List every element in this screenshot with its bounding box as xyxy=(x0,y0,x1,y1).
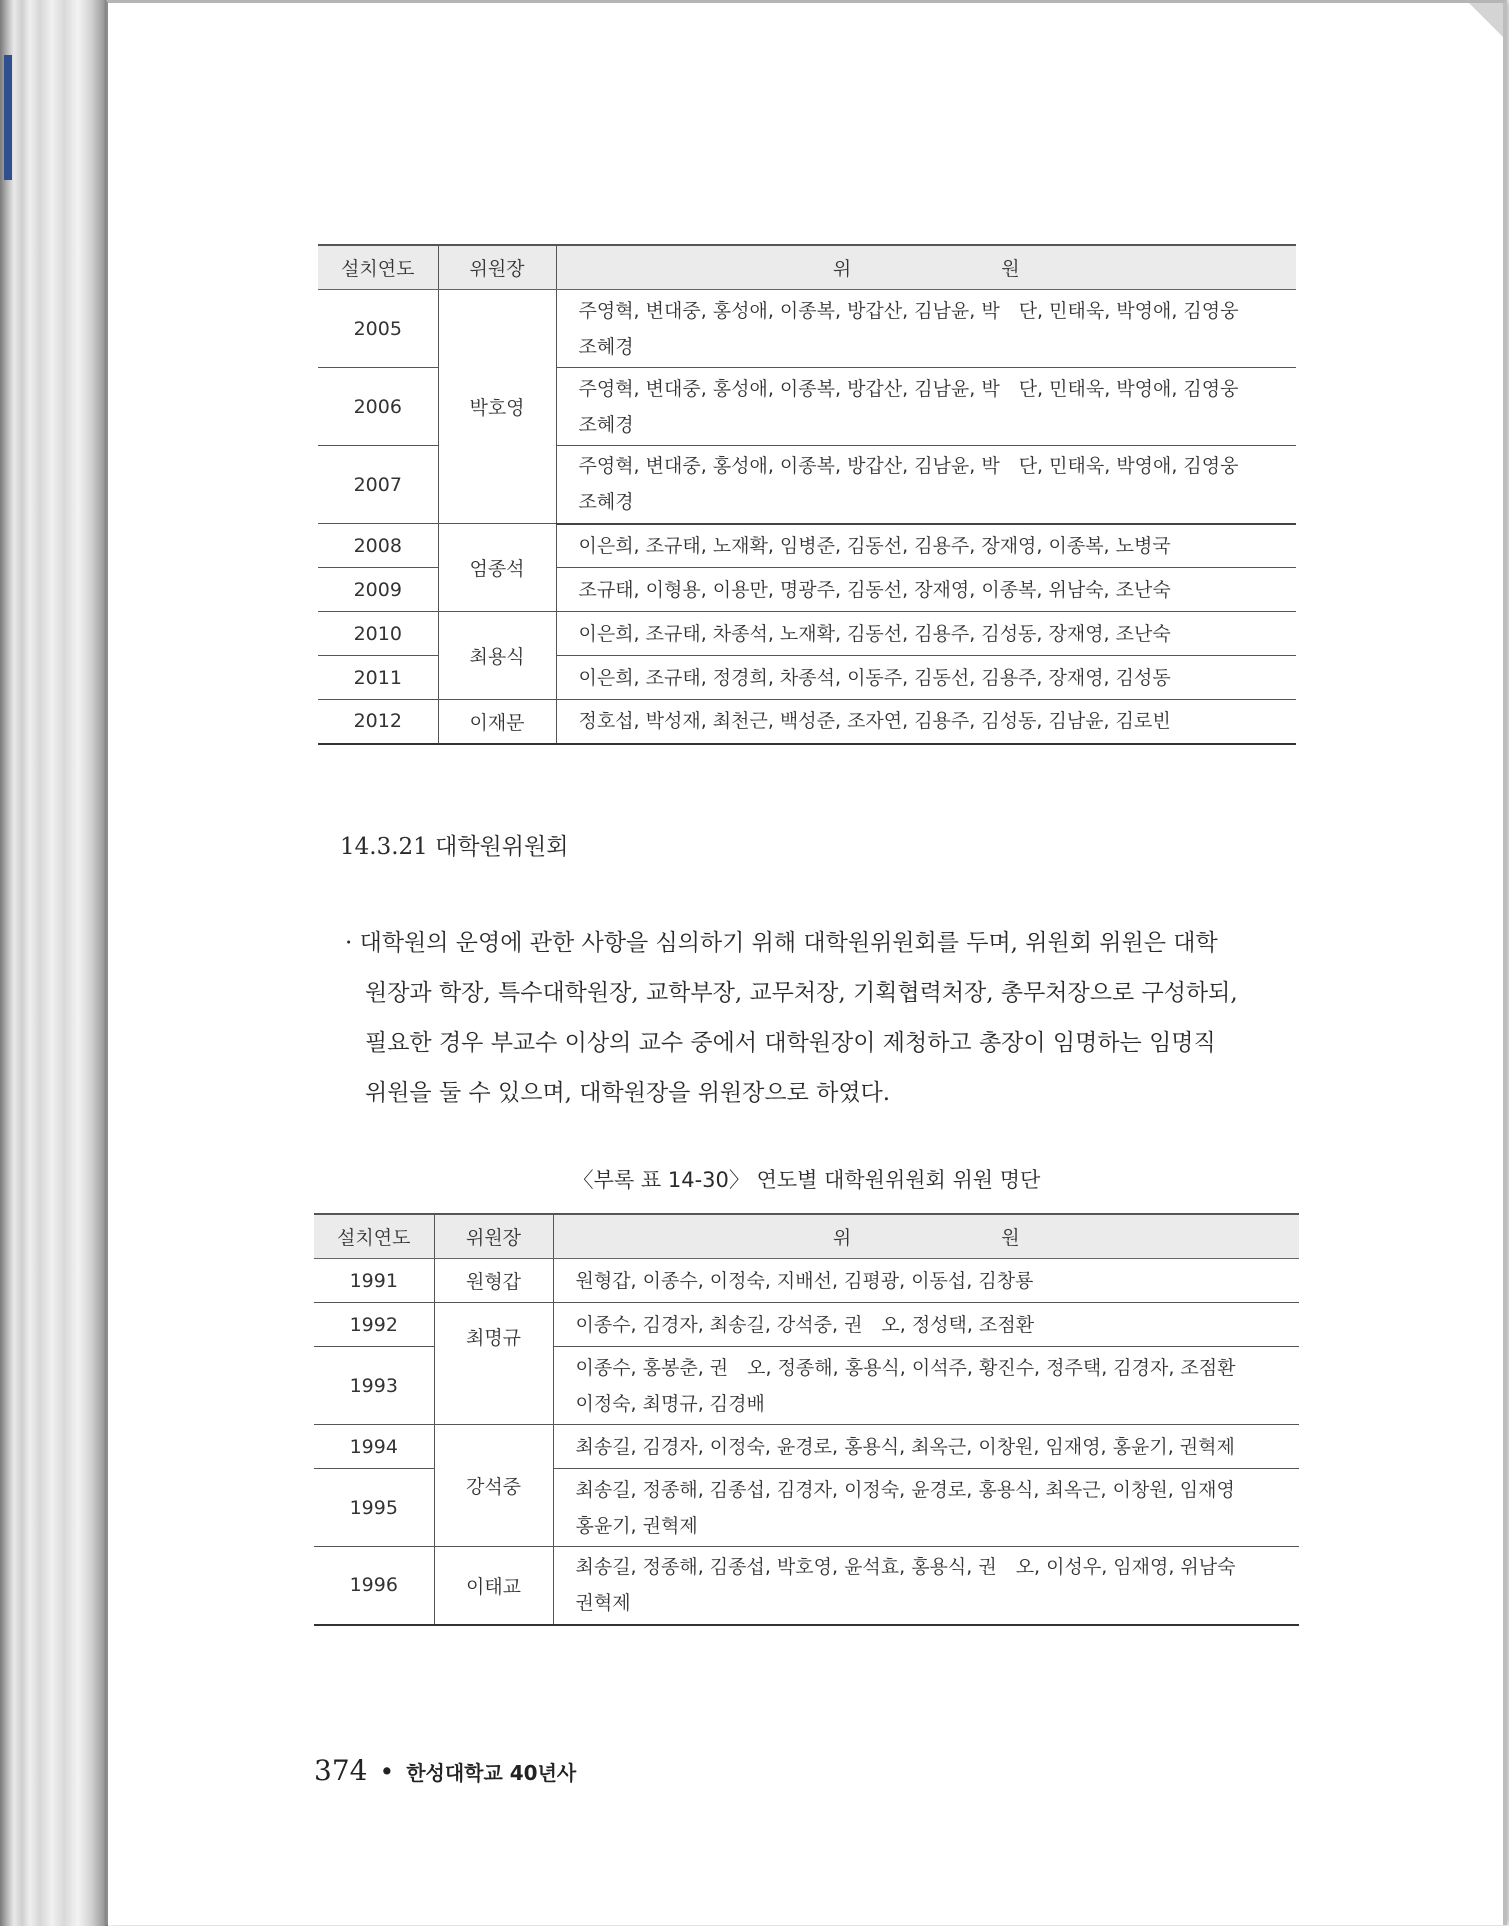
table-header-row xyxy=(314,1214,1299,1259)
paragraph-line: 위원을 둘 수 있으며, 대학원장을 위원장으로 하였다. xyxy=(365,1080,891,1106)
year-cell: 2009 xyxy=(318,568,438,612)
members-cell: 이종수, 홍봉춘, 권 오, 정종해, 홍용식, 이석주, 황진수, 정주택, 김경자, 조점환 이정숙, 최명규, 김경배 xyxy=(553,1347,1299,1425)
year-cell: 1993 xyxy=(314,1347,434,1425)
table-row xyxy=(318,524,1296,568)
table-header-row xyxy=(318,245,1296,290)
page-corner-fold xyxy=(1469,3,1503,37)
year-cell: 2012 xyxy=(318,700,438,744)
members-cell: 원형갑, 이종수, 이정숙, 지배선, 김평광, 이동섭, 김창룡 xyxy=(553,1259,1299,1303)
year-cell: 1995 xyxy=(314,1469,434,1547)
members-cell: 주영혁, 변대중, 홍성애, 이종복, 방갑산, 김남윤, 박 단, 민태욱, 박영애, 김영웅 조혜경 xyxy=(556,290,1296,368)
members-cell: 이은희, 조규태, 노재확, 임병준, 김동선, 김용주, 장재영, 이종복, 노병국 xyxy=(556,524,1296,568)
table-row xyxy=(314,1425,1299,1469)
chair-cell: 최용식 xyxy=(438,612,556,700)
page-footer xyxy=(314,1754,576,1787)
chair-cell: 최명규 xyxy=(434,1303,553,1425)
footer-bullet: • xyxy=(379,1757,395,1786)
table-row xyxy=(318,612,1296,656)
members-cell: 정호섭, 박성재, 최천근, 백성준, 조자연, 김용주, 김성동, 김남윤, 김로빈 xyxy=(556,700,1296,744)
year-cell: 1992 xyxy=(314,1303,434,1347)
members-cell: 이은희, 조규태, 정경희, 차종석, 이동주, 김동선, 김용주, 장재영, 김성동 xyxy=(556,656,1296,700)
members-cell: 주영혁, 변대중, 홍성애, 이종복, 방갑산, 김남윤, 박 단, 민태욱, 박영애, 김영웅 조혜경 xyxy=(556,446,1296,524)
year-cell: 1994 xyxy=(314,1425,434,1469)
section-heading: 14.3.21 대학원위원회 xyxy=(340,834,569,860)
graduate-committee-members-table xyxy=(314,1213,1299,1626)
paragraph-line: · 대학원의 운영에 관한 사항을 심의하기 위해 대학원위원회를 두며, 위원회 위원은 대학 xyxy=(345,930,1218,956)
year-cell: 2011 xyxy=(318,656,438,700)
paragraph-line: 원장과 학장, 특수대학원장, 교학부장, 교무처장, 기획협력처장, 총무처장으로 구성하되, xyxy=(365,980,1238,1006)
committee-members-table-2005-2012 xyxy=(318,244,1296,745)
book-title: 한성대학교 40년사 xyxy=(406,1761,577,1785)
members-cell: 최송길, 김경자, 이정숙, 윤경로, 홍용식, 최옥근, 이창원, 임재영, 홍윤기, 권혁제 xyxy=(553,1425,1299,1469)
page-number: 374 xyxy=(314,1754,368,1787)
header-chair: 위원장 xyxy=(434,1214,553,1259)
header-year: 설치연도 xyxy=(318,245,438,290)
book-page-edges xyxy=(0,0,108,1926)
year-cell: 2005 xyxy=(318,290,438,368)
table-row xyxy=(314,1547,1299,1625)
table-row xyxy=(314,1303,1299,1347)
members-cell: 최송길, 정종해, 김종섭, 박호영, 윤석효, 홍용식, 권 오, 이성우, 임재영, 위남숙 권혁제 xyxy=(553,1547,1299,1625)
body-paragraph xyxy=(345,918,1305,1118)
chair-cell: 강석중 xyxy=(434,1425,553,1547)
year-cell: 1991 xyxy=(314,1259,434,1303)
paragraph-line: 필요한 경우 부교수 이상의 교수 중에서 대학원장이 제청하고 총장이 임명하는 임명직 xyxy=(365,1030,1216,1056)
members-cell: 이은희, 조규태, 차종석, 노재확, 김동선, 김용주, 김성동, 장재영, 조난숙 xyxy=(556,612,1296,656)
table-row xyxy=(314,1259,1299,1303)
members-cell: 이종수, 김경자, 최송길, 강석중, 권 오, 정성택, 조점환 xyxy=(553,1303,1299,1347)
chair-cell: 원형갑 xyxy=(434,1259,553,1303)
year-cell: 2006 xyxy=(318,368,438,446)
members-cell: 최송길, 정종해, 김종섭, 김경자, 이정숙, 윤경로, 홍용식, 최옥근, 이창원, 임재영 홍윤기, 권혁제 xyxy=(553,1469,1299,1547)
year-cell: 1996 xyxy=(314,1547,434,1625)
members-cell: 조규태, 이형용, 이용만, 명광주, 김동선, 장재영, 이종복, 위남숙, 조난숙 xyxy=(556,568,1296,612)
chair-cell: 박호영 xyxy=(438,290,556,524)
table-row xyxy=(318,700,1296,744)
year-cell: 2008 xyxy=(318,524,438,568)
header-year: 설치연도 xyxy=(314,1214,434,1259)
chair-cell: 이재문 xyxy=(438,700,556,744)
chair-cell: 엄종석 xyxy=(438,524,556,612)
members-cell: 주영혁, 변대중, 홍성애, 이종복, 방갑산, 김남윤, 박 단, 민태욱, 박영애, 김영웅 조혜경 xyxy=(556,368,1296,446)
year-cell: 2010 xyxy=(318,612,438,656)
table-caption: 〈부록 표 14-30〉 연도별 대학원위원회 위원 명단 xyxy=(572,1168,1041,1192)
header-chair: 위원장 xyxy=(438,245,556,290)
year-cell: 2007 xyxy=(318,446,438,524)
header-members: 위 원 xyxy=(553,1214,1299,1259)
chair-cell: 이태교 xyxy=(434,1547,553,1625)
header-members: 위 원 xyxy=(556,245,1296,290)
table-row xyxy=(318,290,1296,368)
